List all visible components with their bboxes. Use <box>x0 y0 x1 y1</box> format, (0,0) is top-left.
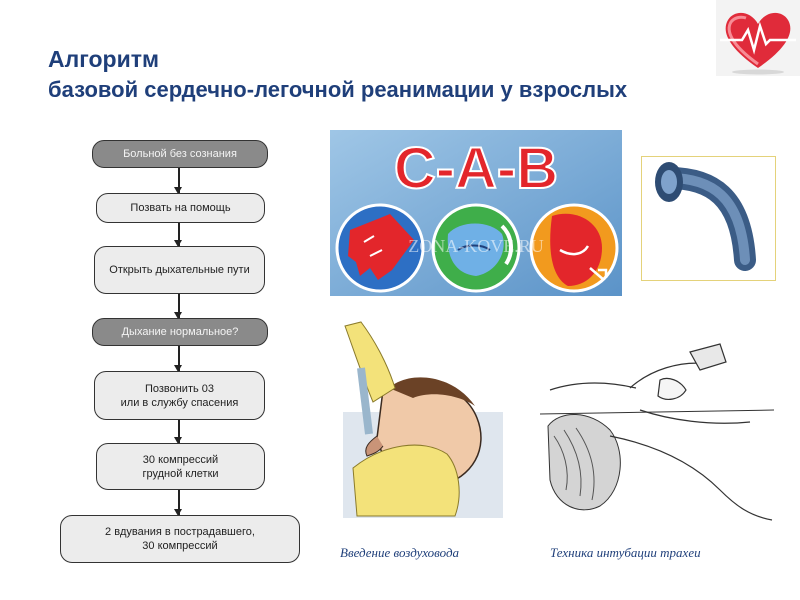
title-line-1: Алгоритм <box>48 46 160 72</box>
flow-step-unconscious: Больной без сознания <box>92 140 268 168</box>
flow-step-call-ambulance: Позвонить 03 или в службу спасения <box>94 371 265 420</box>
airway-insertion-image <box>343 318 503 518</box>
flow-arrow <box>178 420 180 443</box>
cab-banner <box>330 130 622 296</box>
flow-arrow <box>178 490 180 515</box>
flow-arrow <box>178 346 180 371</box>
cab-watermark: ZONA-KOVE.RU <box>408 236 544 256</box>
caption-intubation: Техника интубации трахеи <box>550 545 701 560</box>
flow-arrow <box>178 223 180 246</box>
flow-step-breathing-normal: Дыхание нормальное? <box>92 318 268 346</box>
oropharyngeal-airway-icon <box>641 156 776 281</box>
flow-step-breaths-compressions: 2 вдувания в пострадавшего, 30 компрессий <box>60 515 300 563</box>
flow-step-compressions: 30 компрессий грудной клетки <box>96 443 265 490</box>
intubation-image <box>540 340 776 526</box>
cab-title: C-A-B <box>393 136 559 201</box>
flow-step-call-help: Позвать на помощь <box>96 193 265 223</box>
flow-arrow <box>178 168 180 193</box>
flow-arrow <box>178 294 180 318</box>
caption-airway: Введение воздуховода <box>340 545 460 560</box>
flow-step-open-airway: Открыть дыхательные пути <box>94 246 265 294</box>
title-line-2: базовой сердечно-легочной реанимации у взрослых <box>48 77 628 102</box>
